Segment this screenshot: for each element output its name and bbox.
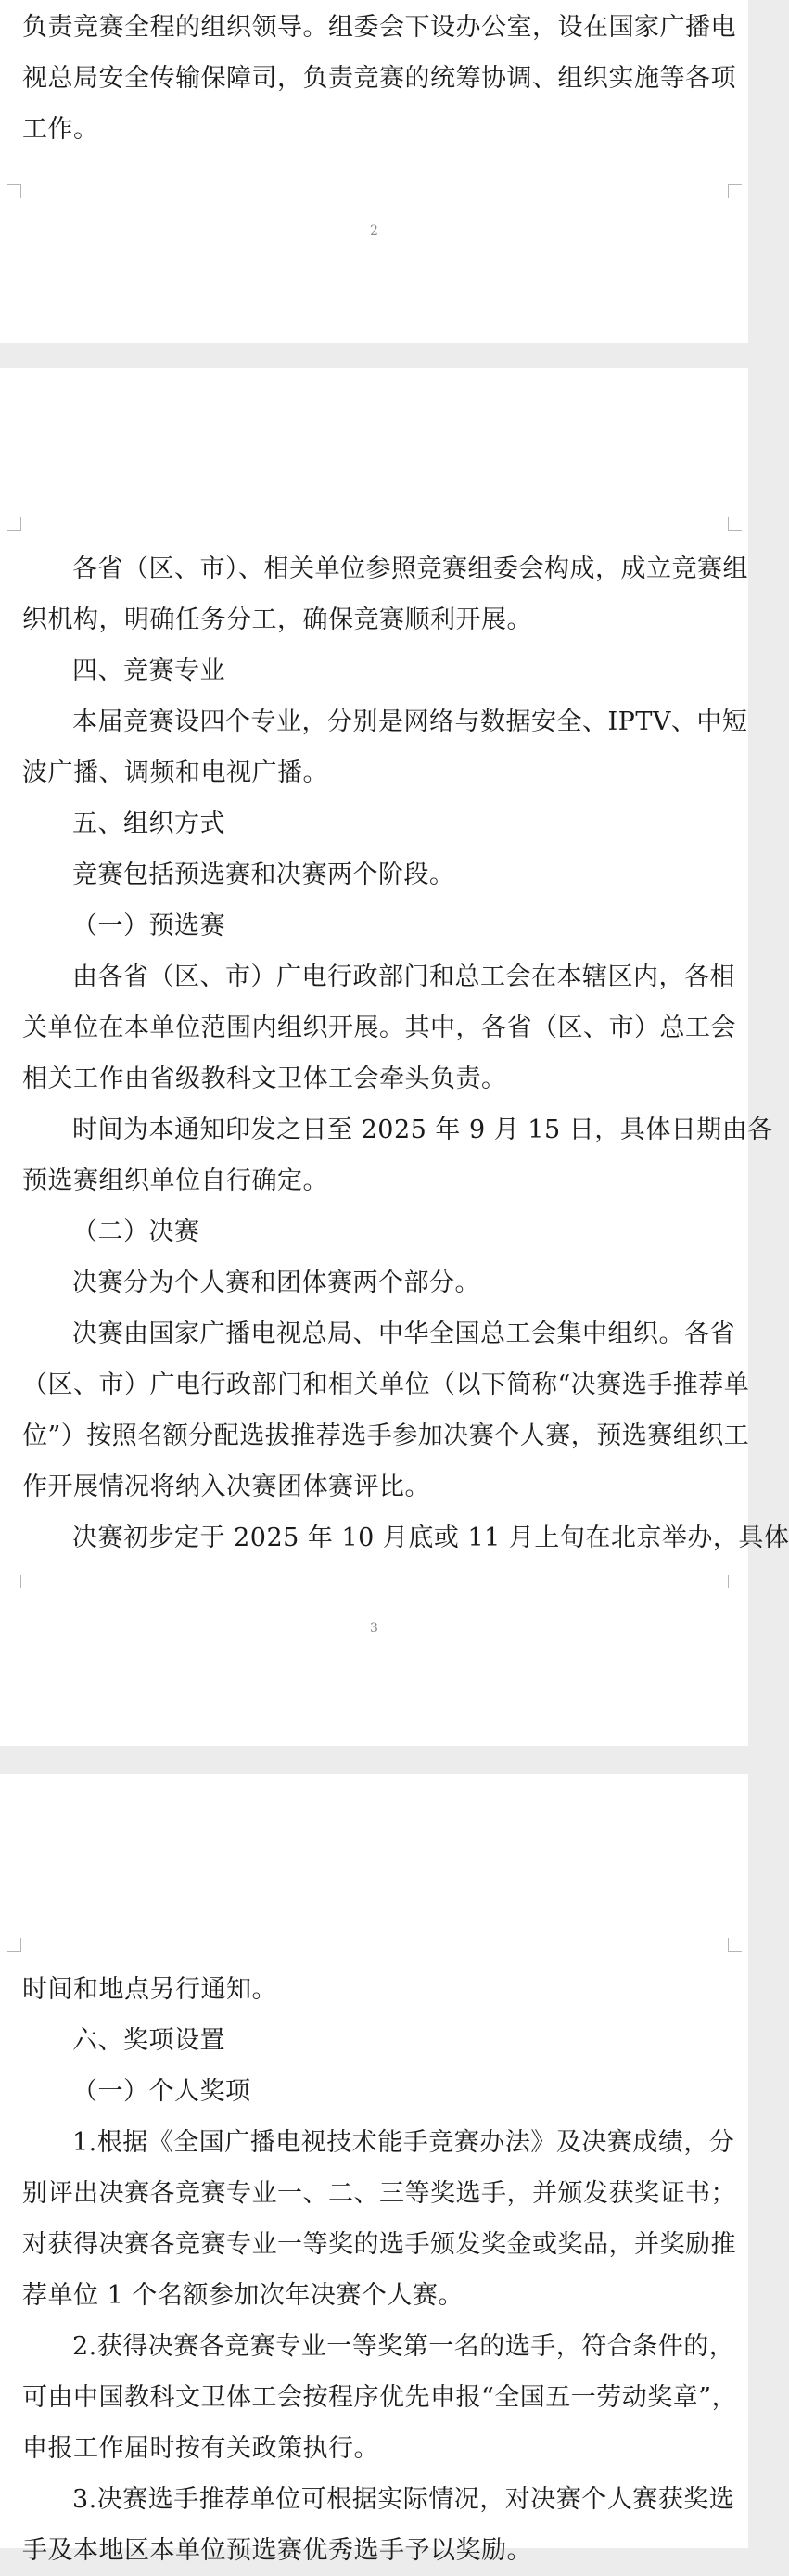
paragraph-line: 2.获得决赛各竞赛专业一等奖第一名的选手，符合条件的， bbox=[72, 2332, 735, 2361]
paragraph-line: 别评出决赛各竞赛专业一、二、三等奖选手，并颁发获奖证书； bbox=[22, 2179, 736, 2208]
crop-mark bbox=[7, 517, 21, 531]
page-3-text bbox=[22, 543, 789, 1563]
page-number: 2 bbox=[370, 223, 378, 238]
section-heading: 五、组织方式 bbox=[72, 810, 225, 838]
subsection-heading: （一）个人奖项 bbox=[72, 2077, 251, 2106]
paragraph-line: 位”）按照名额分配选拔推荐选手参加决赛个人赛，预选赛组织工 bbox=[22, 1422, 750, 1450]
paragraph-line: 各省（区、市）、相关单位参照竞赛组委会构成，成立竞赛组 bbox=[72, 555, 748, 583]
paragraph-line: 由各省（区、市）广电行政部门和总工会在本辖区内，各相 bbox=[72, 963, 735, 991]
crop-mark bbox=[7, 1575, 21, 1588]
text-line: 视总局安全传输保障司，负责竞赛的统筹协调、组织实施等各项 bbox=[22, 64, 736, 93]
subsection-heading: （二）决赛 bbox=[72, 1218, 200, 1246]
crop-mark bbox=[728, 1938, 742, 1952]
section-heading: 六、奖项设置 bbox=[72, 2026, 225, 2055]
paragraph-line: 决赛分为个人赛和团体赛两个部分。 bbox=[72, 1269, 480, 1297]
paragraph-line: 3.决赛选手推荐单位可根据实际情况，对决赛个人赛获奖选 bbox=[72, 2485, 735, 2514]
paragraph-line: 时间为本通知印发之日至 2025 年 9 月 15 日，具体日期由各 bbox=[72, 1116, 773, 1144]
document-page-4 bbox=[0, 1774, 748, 2565]
document-page-2 bbox=[0, 0, 748, 343]
paragraph-line: 决赛由国家广播电视总局、中华全国总工会集中组织。各省 bbox=[72, 1320, 735, 1348]
crop-mark bbox=[728, 1575, 742, 1588]
paragraph-line: 决赛初步定于 2025 年 10 月底或 11 月上旬在北京举办，具体 bbox=[72, 1524, 789, 1552]
paragraph-line: 竞赛包括预选赛和决赛两个阶段。 bbox=[72, 861, 455, 889]
paragraph-line: 申报工作届时按有关政策执行。 bbox=[22, 2434, 379, 2463]
paragraph-line: 相关工作由省级教科文卫体工会牵头负责。 bbox=[22, 1065, 507, 1093]
section-heading: 四、竞赛专业 bbox=[72, 657, 225, 685]
paragraph-line: 荐单位 1 个名额参加次年决赛个人赛。 bbox=[22, 2281, 464, 2310]
paragraph-line: 手及本地区本单位预选赛优秀选手予以奖励。 bbox=[22, 2536, 532, 2565]
paragraph-line: 作开展情况将纳入决赛团体赛评比。 bbox=[22, 1473, 430, 1501]
page-number: 3 bbox=[370, 1621, 378, 1636]
crop-mark bbox=[7, 1938, 21, 1952]
paragraph-line: 织机构，明确任务分工，确保竞赛顺利开展。 bbox=[22, 606, 532, 634]
page-4-text bbox=[22, 1964, 738, 2576]
paragraph-line: 本届竞赛设四个专业，分别是网络与数据安全、IPTV、中短 bbox=[72, 708, 748, 736]
paragraph-line: 对获得决赛各竞赛专业一等奖的选手颁发奖金或奖品，并奖励推 bbox=[22, 2230, 736, 2259]
crop-mark bbox=[728, 517, 742, 531]
page-2-text bbox=[22, 2, 736, 155]
crop-mark bbox=[7, 184, 21, 198]
paragraph-line: 时间和地点另行通知。 bbox=[22, 1975, 277, 2004]
paragraph-line: 波广播、调频和电视广播。 bbox=[22, 759, 328, 787]
paragraph-line: 可由中国教科文卫体工会按程序优先申报“全国五一劳动奖章”， bbox=[22, 2383, 738, 2412]
text-line: 工作。 bbox=[22, 115, 99, 144]
text-line: 负责竞赛全程的组织领导。组委会下设办公室，设在国家广播电 bbox=[22, 13, 736, 42]
subsection-heading: （一）预选赛 bbox=[72, 912, 225, 940]
paragraph-line: 关单位在本单位范围内组织开展。其中，各省（区、市）总工会 bbox=[22, 1014, 736, 1042]
paragraph-line: 预选赛组织单位自行确定。 bbox=[22, 1167, 328, 1195]
paragraph-line: （区、市）广电行政部门和相关单位（以下简称“决赛选手推荐单 bbox=[22, 1371, 750, 1399]
paragraph-line: 1.根据《全国广播电视技术能手竞赛办法》及决赛成绩，分 bbox=[72, 2128, 735, 2157]
crop-mark bbox=[728, 184, 742, 198]
document-page-3 bbox=[0, 368, 789, 1746]
